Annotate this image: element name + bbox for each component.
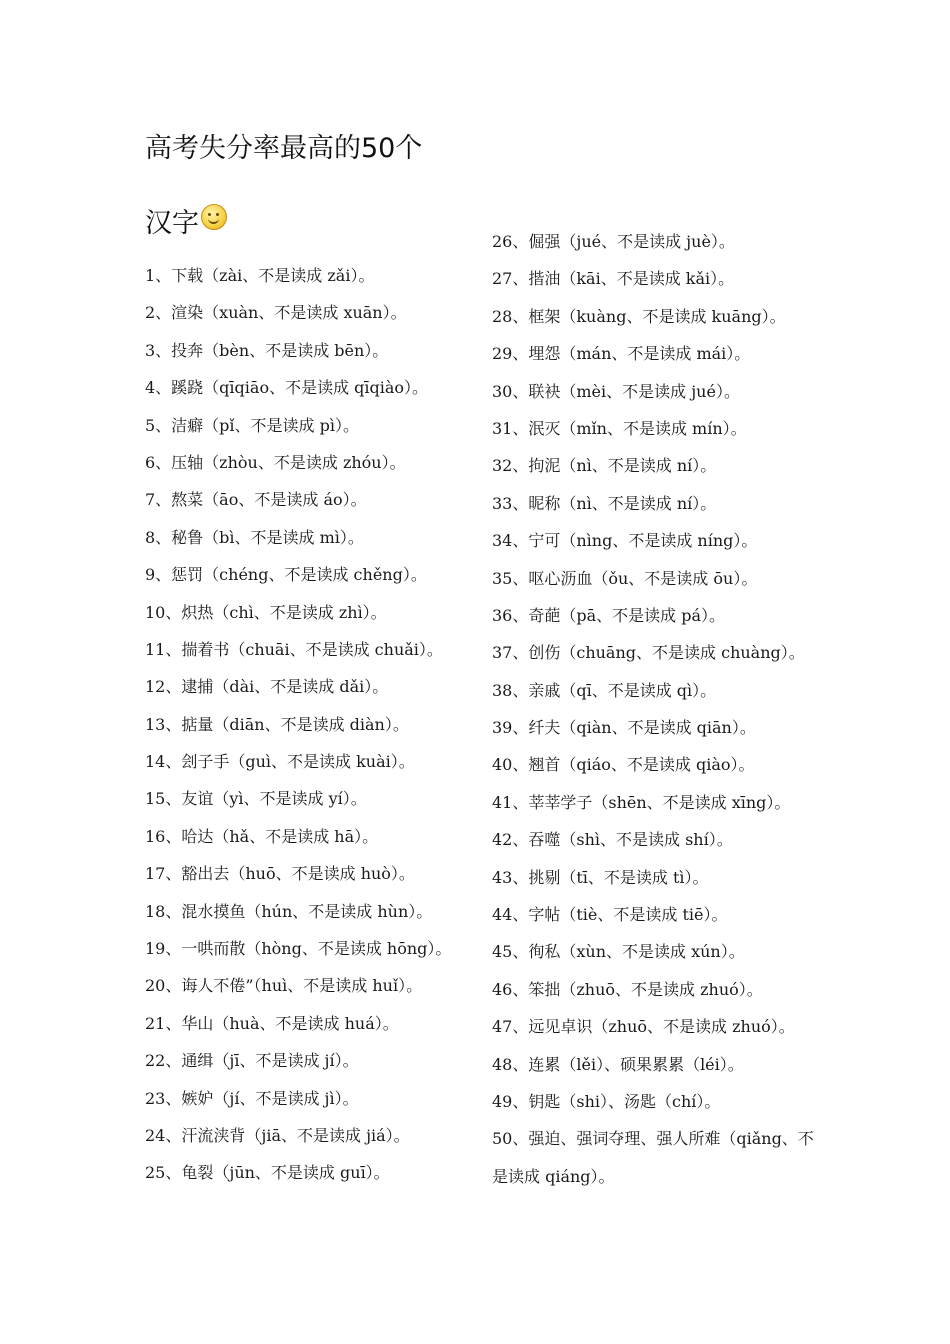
list-item: 38、亲戚（qī、不是读成 qì）。 [492,680,717,700]
page-title-line1: 高考失分率最高的50个 [145,133,423,164]
list-item: 30、联袂（mèi、不是读成 jué）。 [492,381,740,401]
list-item: 23、嫉妒（jí、不是读成 jì）。 [145,1088,359,1108]
list-item: 16、哈达（hǎ、不是读成 hā）。 [145,826,379,846]
list-item: 44、字帖（tiè、不是读成 tiē）。 [492,905,728,925]
list-item: 9、惩罚（chéng、不是读成 chěng）。 [145,565,427,585]
list-item: 21、华山（huà、不是读成 huá）。 [145,1013,399,1033]
list-item: 25、龟裂（jūn、不是读成 guī）。 [145,1163,390,1183]
list-item: 22、通缉（jī、不是读成 jí）。 [145,1051,359,1071]
list-item: 32、拘泥（nì、不是读成 ní）。 [492,456,717,476]
list-item: 46、笨拙（zhuō、不是读成 zhuó）。 [492,979,763,999]
page-title-line2-text: 汉字 [145,208,199,239]
list-item: 27、揩油（kāi、不是读成 kǎi）。 [492,269,735,289]
right-column-list [492,223,822,1195]
left-column-list [145,257,475,1192]
list-item: 39、纤夫（qiàn、不是读成 qiān）。 [492,718,756,738]
list-item: 8、秘鲁（bì、不是读成 mì）。 [145,527,364,547]
list-item: 1、下载（zài、不是读成 zǎi）。 [145,266,375,285]
list-item: 43、挑剔（tī、不是读成 tì）。 [492,867,709,887]
list-item: 17、豁出去（huō、不是读成 huò）。 [145,864,415,884]
list-item: 29、埋怨（mán、不是读成 mái）。 [492,344,751,364]
list-item: 34、宁可（nìng、不是读成 níng）。 [492,531,758,551]
list-item: 24、汗流浃背（jiā、不是读成 jiá）。 [145,1125,410,1145]
page-title-line2 [145,205,227,243]
list-item: 11、揣着书（chuāi、不是读成 chuǎi）。 [145,639,443,659]
list-item: 3、投奔（bèn、不是读成 bēn）。 [145,340,389,360]
list-item: 7、熬菜（āo、不是读成 áo）。 [145,490,367,510]
list-item: 5、洁癖（pǐ、不是读成 pì）。 [145,415,359,435]
list-item: 6、压轴（zhòu、不是读成 zhóu）。 [145,452,406,472]
list-item: 40、翘首（qiáo、不是读成 qiào）。 [492,755,755,775]
smiley-face-icon [201,204,227,230]
list-item: 12、逮捕（dài、不是读成 dǎi）。 [145,677,389,697]
list-item: 50、强迫、强词夺理、强人所难（qiǎng、不是读成 qiáng）。 [492,1129,814,1186]
list-item: 35、呕心沥血（ǒu、不是读成 ōu）。 [492,568,758,588]
list-item: 49、钥匙（shi）、汤匙（chí）。 [492,1091,721,1111]
list-item: 41、莘莘学子（shēn、不是读成 xīng）。 [492,792,791,812]
list-item: 33、昵称（nì、不是读成 ní）。 [492,493,717,513]
list-item: 45、徇私（xùn、不是读成 xún）。 [492,942,745,962]
list-item: 4、蹊跷（qīqiāo、不是读成 qīqiào）。 [145,378,429,398]
list-item: 42、吞噬（shì、不是读成 shí）。 [492,830,733,850]
list-item: 14、刽子手（guì、不是读成 kuài）。 [145,752,415,772]
list-item: 18、混水摸鱼（hún、不是读成 hùn）。 [145,901,433,921]
list-item: 20、诲人不倦”（huì、不是读成 huǐ）。 [145,976,423,996]
list-item: 10、炽热（chì、不是读成 zhì）。 [145,602,387,622]
list-item: 37、创伤（chuāng、不是读成 chuàng）。 [492,643,805,663]
list-item: 15、友谊（yì、不是读成 yí）。 [145,789,367,809]
list-item: 13、掂量（diān、不是读成 diàn）。 [145,714,409,734]
list-item: 26、倔强（jué、不是读成 juè）。 [492,232,735,251]
list-item: 2、渲染（xuàn、不是读成 xuān）。 [145,303,407,323]
list-item: 28、框架（kuàng、不是读成 kuāng）。 [492,306,786,326]
list-item: 19、一哄而散（hòng、不是读成 hōng）。 [145,939,452,959]
list-item: 36、奇葩（pā、不是读成 pá）。 [492,605,726,625]
list-item: 31、泯灭（mǐn、不是读成 mín）。 [492,418,747,438]
list-item: 48、连累（lěi）、硕果累累（léi）。 [492,1054,744,1074]
list-item: 47、远见卓识（zhuō、不是读成 zhuó）。 [492,1017,795,1037]
